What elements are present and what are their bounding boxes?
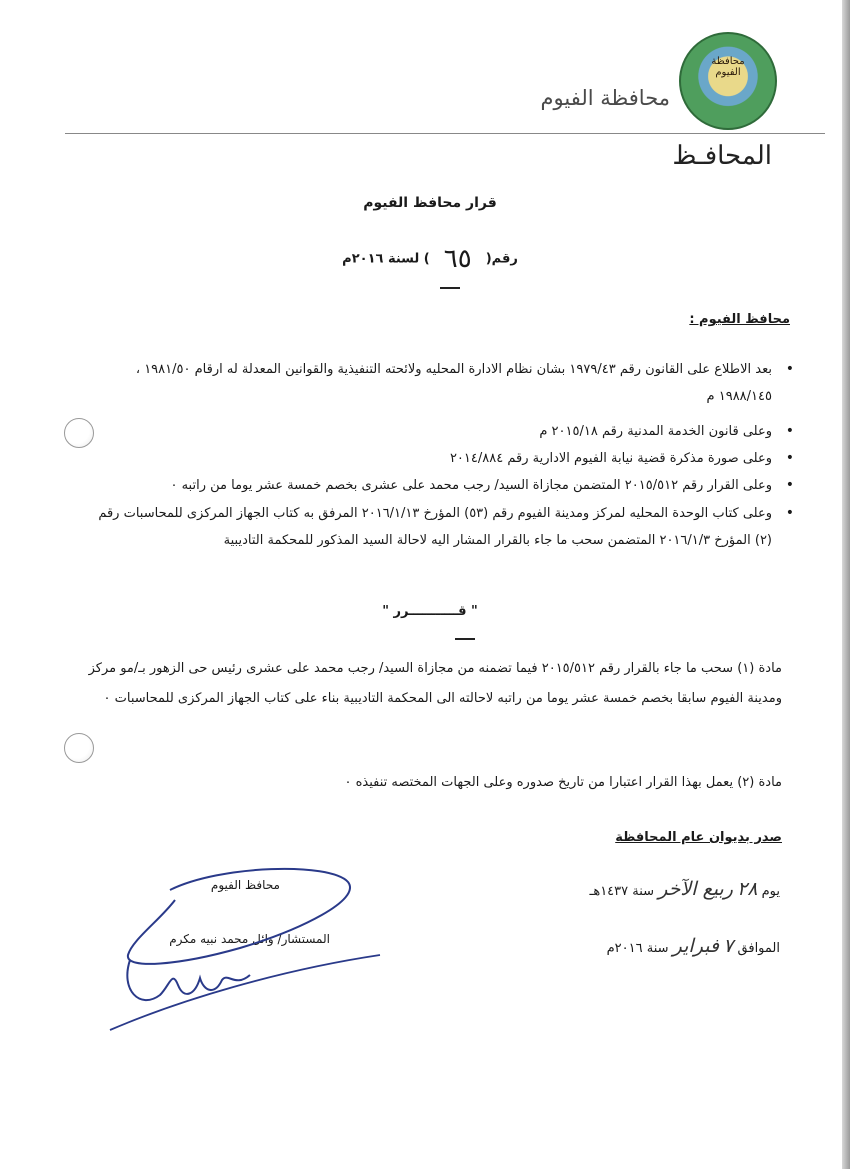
preamble-item: بعد الاطلاع على القانون رقم ١٩٧٩/٤٣ بشان نظام الادارة المحليه ولائحته التنفيذية والقوانين المعدلة له ارقام ١٩٨١/٥٠ ، ١٩٨٨/١٤٥ م •	[87, 356, 772, 410]
day-label: يوم	[761, 884, 780, 899]
header-divider	[65, 133, 825, 134]
preamble-item: وعلى صورة مذكرة قضية نيابة الفيوم الادارية رقم ٢٠١٤/٨٨٤ •	[87, 445, 772, 472]
greg-day: ٧	[723, 935, 734, 957]
hijri-day: ٢٨	[737, 878, 758, 900]
governorate-seal-logo	[679, 32, 777, 130]
corresponding-label: الموافق	[737, 941, 780, 956]
decree-number: ٦٥	[443, 244, 472, 274]
gregorian-date-row	[520, 935, 780, 957]
article-2: مادة (٢) يعمل بهذا القرار اعتبارا من تاريخ صدوره وعلى الجهات المختصه تنفيذه ٠	[344, 775, 782, 790]
article-1: مادة (١) سحب ما جاء بالقرار رقم ٢٠١٥/٥١٢ فيما تضمنه من مجازاة السيد/ رجب محمد على عشرى رئيس حى الزهور بـ/مو مركز ومدينة الفيوم سابقا بخصم خمسة عشر يوما من راتبه لاحالته الى المحكمة التاديبية بناء على كتاب الجهاز المركزى للمحاسبات ٠	[88, 661, 782, 706]
preamble-item: وعلى كتاب الوحدة المحليه لمركز ومدينة الفيوم رقم (٥٣) المؤرخ ٢٠١٦/١/١٣ المرفق به كتاب الجهاز المركزى للمحاسبات رقم (٢) المؤرخ ٢٠١٦/١/٣ المتضمن سحب ما جاء بالقرار المشار اليه لاحالة السيد المذكور للمحكمة التاديبية •	[87, 500, 772, 554]
preamble-item: وعلى القرار رقم ٢٠١٥/٥١٢ المتضمن مجازاة السيد/ رجب محمد على عشرى بخصم خمسة عشر يوما من راتبه ٠ •	[87, 472, 772, 499]
handwritten-signature	[100, 860, 400, 1040]
title-underline	[440, 287, 460, 289]
logo-text: محافظة الفيوم	[711, 56, 745, 78]
decree-number-line	[300, 244, 560, 274]
greg-year: سنة ٢٠١٦م	[606, 941, 669, 956]
hijri-date-row	[520, 878, 780, 900]
punch-hole	[64, 733, 94, 763]
signatory-title: محافظ الفيوم	[210, 878, 280, 892]
hijri-year: سنة ١٤٣٧هـ	[589, 884, 655, 899]
number-suffix: ) لسنة ٢٠١٦م	[342, 251, 430, 267]
hijri-month: ربيع الآخر	[658, 878, 733, 900]
addressee-heading: محافظ الفيوم :	[689, 312, 790, 327]
page-edge	[842, 0, 850, 1169]
greg-month: فبراير	[672, 935, 720, 957]
decree-title: قرار محافظ الفيوم	[363, 195, 497, 211]
decision-underline	[455, 638, 475, 640]
office-title: المحافـظ	[672, 141, 772, 171]
number-prefix: رقم(	[485, 251, 518, 267]
preamble-item: وعلى قانون الخدمة المدنية رقم ٢٠١٥/١٨ م •	[87, 418, 772, 445]
issued-at: صدر بديوان عام المحافظة	[615, 830, 782, 845]
punch-hole	[64, 418, 94, 448]
signatory-name: المستشار/ وائل محمد نبيه مكرم	[169, 932, 330, 946]
governorate-name: محافظة الفيوم	[540, 86, 670, 110]
decision-heading: " قـــــــــــرر "	[382, 604, 478, 619]
